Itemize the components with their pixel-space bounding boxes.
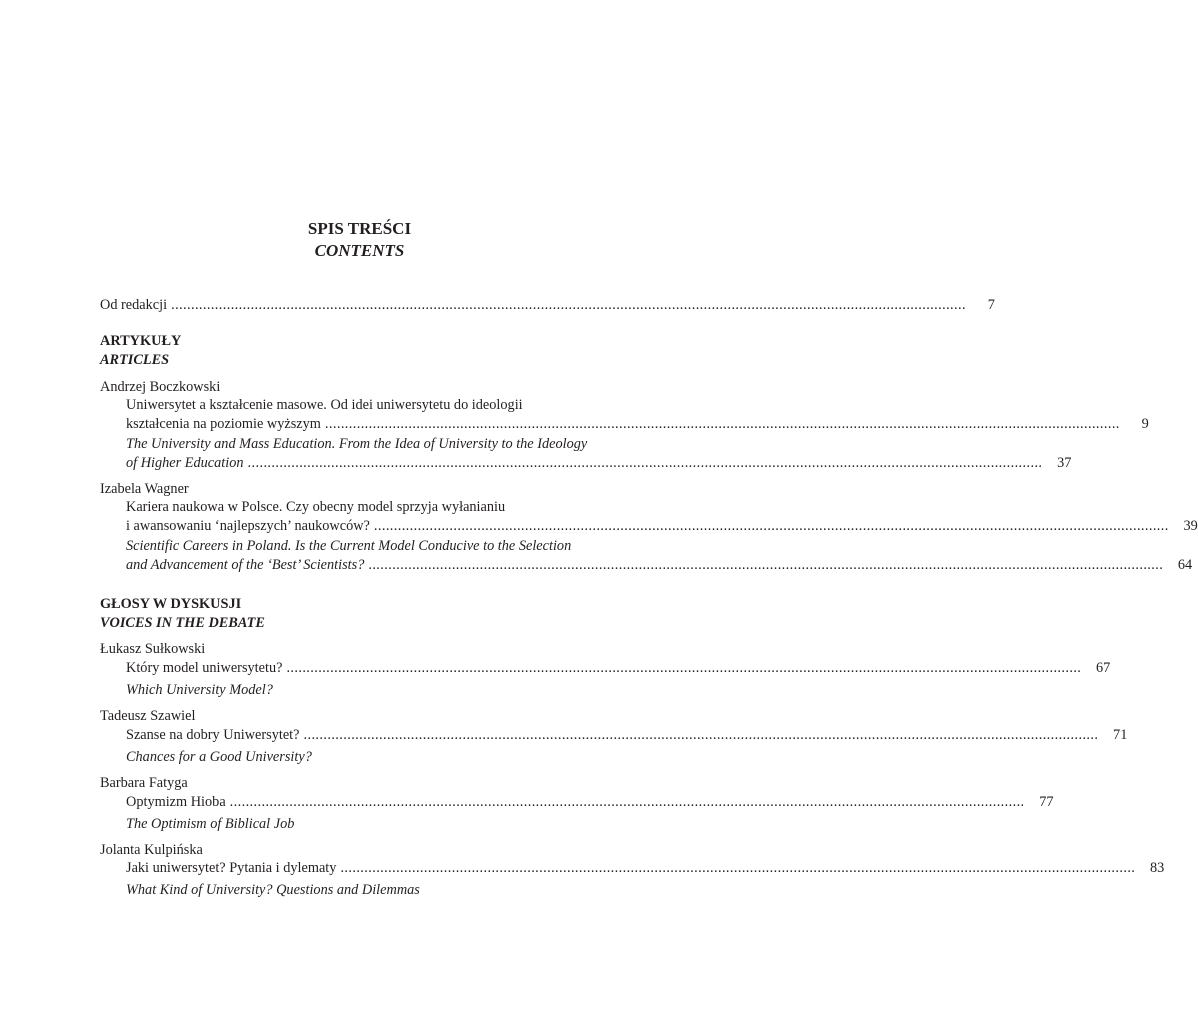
toc-entry-english[interactable]: What Kind of University? Questions and Dilemmas	[126, 882, 420, 898]
toc-entry-english[interactable]: Chances for a Good University?	[126, 749, 312, 765]
toc-entry-title: Optymizm Hioba	[126, 794, 226, 810]
contents-heading-polish: SPIS TREŚCI	[307, 219, 412, 238]
toc-entry-title: i awansowaniu ‘najlepszych’ naukowców?	[126, 518, 370, 534]
dot-leader: ........................................................................................................................................................................................................	[286, 660, 1082, 676]
toc-entry-title: of Higher Education	[126, 455, 244, 471]
toc-entry-title-line: Uniwersytet a kształcenie masowe. Od idei uniwersytetu do ideologii	[126, 397, 523, 413]
toc-author: Tadeusz Szawiel	[100, 708, 196, 724]
toc-entry-title-line: The University and Mass Education. From the Idea of University to the Ideology	[126, 436, 588, 452]
dot-leader: ........................................................................................................................................................................................................	[229, 794, 1025, 810]
dot-leader: ........................................................................................................................................................................................................	[373, 518, 1169, 534]
section-heading-polish: GŁOSY W DYSKUSJI	[100, 596, 242, 612]
toc-entry-english[interactable]	[126, 556, 1193, 575]
toc-page-number: 83	[1149, 860, 1165, 876]
toc-page-number: 67	[1095, 660, 1111, 676]
toc-page-number: 77	[1039, 794, 1054, 810]
toc-entry-title: and Advancement of the ‘Best’ Scientists?	[126, 557, 365, 573]
toc-entry-title: kształcenia na poziomie wyższym	[126, 416, 321, 432]
section-heading-english: VOICES IN THE DEBATE	[100, 615, 265, 631]
toc-page-number: 7	[987, 297, 995, 313]
toc-entry-polish[interactable]	[126, 415, 1149, 434]
section-heading-polish: ARTYKUŁY	[100, 333, 182, 349]
toc-entry-english[interactable]: Which University Model?	[126, 682, 273, 698]
toc-entry-title-line: Kariera naukowa w Polsce. Czy obecny model sprzyja wyłanianiu	[126, 499, 506, 515]
toc-page-number: 9	[1141, 416, 1149, 432]
toc-author: Jolanta Kulpińska	[100, 842, 203, 858]
dot-leader: ........................................................................................................................................................................................................	[171, 297, 966, 313]
dot-leader: ........................................................................................................................................................................................................	[324, 416, 1120, 432]
toc-page-number: 39	[1183, 518, 1198, 534]
toc-author: Andrzej Boczkowski	[100, 379, 221, 395]
section-heading-english: ARTICLES	[100, 352, 170, 368]
toc-entry-english[interactable]	[126, 454, 1072, 473]
dot-leader: ........................................................................................................................................................................................................	[303, 727, 1099, 743]
toc-entry-title: Szanse na dobry Uniwersytet?	[126, 727, 300, 743]
dot-leader: ........................................................................................................................................................................................................	[368, 557, 1164, 573]
toc-entry-title-line: Scientific Careers in Poland. Is the Current Model Conducive to the Selection	[126, 538, 572, 554]
toc-entry-title: Jaki uniwersytet? Pytania i dylematy	[126, 860, 337, 876]
toc-page-number: 37	[1057, 455, 1072, 471]
toc-author: Izabela Wagner	[100, 481, 189, 497]
toc-author: Łukasz Sułkowski	[100, 641, 206, 657]
toc-entry-polish[interactable]	[126, 659, 1111, 678]
dot-leader: ........................................................................................................................................................................................................	[247, 455, 1043, 471]
toc-entry-title: Od redakcji	[100, 297, 168, 313]
toc-entry-polish[interactable]	[126, 726, 1128, 745]
toc-page-number: 64	[1177, 557, 1193, 573]
toc-entry-polish[interactable]	[126, 859, 1165, 878]
dot-leader: ........................................................................................................................................................................................................	[340, 860, 1136, 876]
toc-entry-english[interactable]: The Optimism of Biblical Job	[126, 816, 295, 832]
toc-entry-editorial[interactable]	[100, 296, 995, 315]
toc-entry-title: Który model uniwersytetu?	[126, 660, 283, 676]
toc-entry-polish[interactable]	[126, 793, 1054, 812]
contents-heading-english: CONTENTS	[314, 241, 405, 260]
toc-page-number: 71	[1113, 727, 1128, 743]
toc-entry-polish[interactable]	[126, 517, 1198, 536]
toc-author: Barbara Fatyga	[100, 775, 188, 791]
